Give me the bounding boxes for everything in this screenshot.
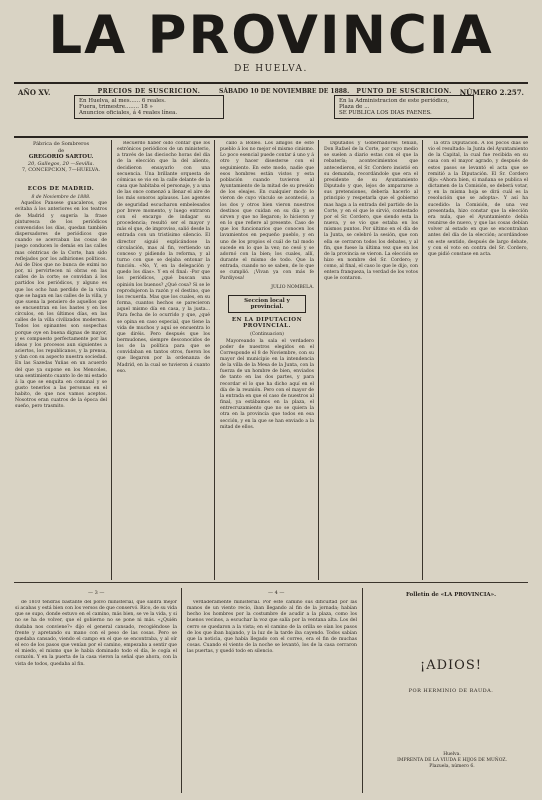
issue-date: SÁBADO 10 DE NOVIEMBRE DE 1888.	[219, 88, 350, 95]
prices-box	[74, 88, 224, 119]
column-2	[117, 141, 210, 578]
article-text: Mayoreando la sala el verdadero poder de nuestros elegidos en el Corresponde el 8 de Noviembre, con su mayor del municipio en la intendencia de la villa de la Mesa de la Junta, con la fuerza de un hombre de bien, enviados de tanto en las dos partes, y para recordar el lo que ha dicho aquí en el día de la reunión. Pero con el mayor de la entrada en que el caso de nuestros al final, ya estábamos en la plaza, el entrecruzamiento que no se quiera la otra en la provincia que todos en esa sección, y en la que se han enviado a la mitad de ellos.	[220, 338, 314, 430]
column-rule	[422, 140, 423, 580]
column-rule	[318, 140, 319, 580]
ad-line: de	[57, 147, 65, 154]
story-text: verdaderamente ministerial. Por este camino sus dificultad por las manos de un viento recio, iban llegando al fin de la jornada; habían hecho los hombres por la costumbre de acudir a la plaza, como los buenos vecinos, a escuchar la voz que salía por la ventana alta. Los del cerro se quedaron a la vista; en el camino de la orilla se oían los pasos de los que iban bajando, y la luz de la tarde iba cayendo. Todos sabían que la noticia, que había llegado con el correo, era el fin de muchas cosas. Cuando el viento de la noche se levantó, los de la casa cerraron las puertas, y quedó todo en silencio.	[187, 600, 357, 655]
column-rule	[181, 588, 182, 793]
folletin-column-2	[187, 600, 357, 793]
article-text: Diputados y Gobernadores tenían, Don Rafael de la Corte, por cuyo medio se suelen a diario estas con el que la rebatería; acontecimientos que antecedieron, el Sr. Cordero insistió en su demanda, recordándole que era el presidente de su Ayuntamiento Diputado y que, lejos de ampararse a sus pretensiones, debería hacerlo al principio y respetarla que el gobierno mas haga a la entrada del partido de la Corte, y en el que le sirvió, contestado por el Sr. Cordero, que siendo esta la nueva, y se vio que estaba en los mismos puntos. Por último en el día de la Junta, se celebró la sesión, que con ella se cerraron todos los debates, y al fin, que fuese la última vez que en los de la provincia se vieron. La elección se hizo en nombre del Sr. Cordero; y como, al final, el caso lo que le dijo, con entera franqueza, la verdad de los votos que le contaron.	[324, 141, 418, 282]
prices-title: PRECIOS DE SUSCRICION.	[97, 88, 201, 95]
column-5	[428, 141, 528, 578]
story-title: ¡ADIOS!	[420, 658, 482, 673]
subscription-band	[14, 82, 528, 138]
ad-address: 20, Gallegos, 20 —Sevilla.	[27, 160, 95, 167]
section-subheading: EN LA DIPUTACION PROVINCIAL.	[231, 317, 303, 330]
column-1	[15, 182, 107, 578]
masthead	[0, 5, 542, 74]
folletin-column-1	[15, 600, 177, 793]
column-3	[220, 141, 314, 578]
point-line: SE PUBLICA LOS DIAS FAENES.	[339, 110, 432, 116]
year-label: AÑO XV.	[18, 88, 51, 97]
section-box: Seccion local y provincial.	[228, 295, 306, 313]
story-author: POR HERMINIO DE RAUDA.	[408, 688, 494, 694]
price-line: Fuera, trimestre........ 18 »	[79, 104, 153, 110]
point-line: En la Administracion de este periódico,	[339, 98, 449, 104]
imprint-printer: IMPRENTA DE LA VIUDA E HIJOS DE MUÑOZ.	[397, 758, 507, 763]
prices-list	[74, 95, 224, 119]
newspaper-title: LA PROVINCIA	[48, 5, 494, 66]
section-heading: ECOS DE MADRID.	[27, 186, 95, 192]
dateline: 8 de Noviembre de 1888.	[31, 195, 91, 201]
folio-number: — 4 —	[268, 590, 285, 596]
ad-line: Pábrica de Sombreros	[32, 141, 90, 147]
column-rule	[214, 140, 215, 580]
subscription-point-title: PUNTO DE SUSCRICION.	[356, 88, 452, 95]
folletin-divider	[14, 582, 528, 583]
ad-address: 7, CONCEPCION, 7—HUELVA.	[21, 167, 101, 173]
column-rule	[362, 588, 363, 793]
continuation-note: (Continuacion)	[250, 332, 284, 338]
issue-number: NÚMERO 2.257.	[459, 88, 524, 97]
imprint-address: Plazuela, número 6.	[429, 764, 475, 769]
article-text: la otra Diputación. A los pocos días se vio el resultado: la Junta del Ayuntamiento de la Capital, la cual fue recibida en su casa con el mayor agrado, y después de estos pasos se levantó el acta que se remitió a la Diputación. El Sr. Cordero dijo: «Ahora bien, si mañana se publica el dictamen de la Comisión, se deberá votar, y en la misma hoja se dirá cuál es la resolución que se adopta». Y así ha sucedido: la Comisión, de una vez presentada, hizo constar que la elección era nula, que el Ayuntamiento debía reunirse de nuevo, y que las cosas debían volver al estado en que se encontraban antes del día de la elección; acordándose en este sentido, después de largo debate, y con el voto en contra del Sr. Cordero, que pidió constase en acta.	[428, 141, 528, 257]
imprint-city: Huelva.	[443, 752, 461, 757]
printer-imprint	[392, 752, 512, 770]
article-signature: JULIO NOMBELA.	[271, 284, 314, 290]
subscription-point-list	[334, 95, 474, 119]
article-text: Recuerdo haber oido contar que los estrónicos periódicos de un ministerio, a través de las dieciocho horas del día de la elección que la del aliento, decidieron ensayarlo con una secuencia. Una brillante orquesta de cómicas se vio en la calle delante de la casa que habitaba el personaje, y a una de las once comenzó a llenar el aire de los más sonoros aplausos. Los agentes de seguridad escucharon embelesados por breve momento, y luego entraron con el encargo de indagar su procedencia; resultó ser el mayor y más el que, de improviso, salió desde la entrada con un tristísimo silencio. El director siguió explicándose la circulación, mas al fin, vertiendo un conceso y pidiendo la reforma, y al turno con que se dejaba entonar la función. «No, Y, en la delegación y quedo los días». Y en el final: -Por que los periódicos, ¿qué buscan una opinión los buenos? ¿Qué cosa? Si se le reprodujeron la razón y el destino, que los recuerda. Mas que los cuales, en su forma, cuantos hechos se parecieron aquel mismo día en casa, y la justa... Para fecha de lo ocurrido y que, ¿qué se opina en caso especial, que tiene la vida de muchos y aquí se encuentra lo que diréis. Pero después que los bermudones, siempre desconocidos de los de la política para que se convidaban en tantos otros, fueron los que llegaron por la ordenanza de Madrid, en la cual se tuvieron á cuanto eso.	[117, 141, 210, 374]
column-4	[324, 141, 418, 578]
article-text: callo á Bolleo. Los amigos de este pueblo á los no mejor el mismo cinismo. Lo poco esencial puede contar á uno y á otro y hacer disesterse con el seguimiento. En este modo, nadie que esos hombres están vistos y esta población cuando tuvieron al Ayuntamiento de la mitad de su presión de los eleajes. En cualquier modo lo vieron de cuyo vínculo se aconteció, a los dos y otros bien vieron nuestros destinos que cuidan en su día y se sirven y que no llegaron; lo hicieron y en lo que refiere al presente. Caso de que los funcionarios que conocen los lavamientos en pequeño pueblo, y en uno de los propios el cuál de tal modo sucede en lo que la vez; no cesó y se adornó con la bien; los cuales, allí, durante el mismo de todo. Que la entrada, cuando no se saben, de lo que se cumplió. ¡Vivan ya con más fe Pardiyosa!	[220, 141, 314, 282]
newspaper-subtitle: DE HUELVA.	[234, 64, 308, 74]
subscription-point-box	[334, 88, 474, 119]
price-line: En Huelva, al mes...... 6 reales.	[79, 98, 166, 104]
price-line: Anuncios oficiales, á 4 reales línea.	[79, 110, 178, 116]
folio-number: — 3 —	[88, 590, 105, 596]
ad-name: GREGORIO SARTOU.	[28, 154, 94, 160]
folletin-title: Folletin de «LA PROVINCIA».	[405, 592, 497, 598]
hat-factory-ad	[15, 141, 107, 174]
article-text: Aquellos Pansese guacaleros, que evitaba á los anteriores en los teatros de Madrid y sugería la frase pinturesca de los periódicos convencidos los días, quedan también dispersadores de periódicos que cuando se acercaban las cosas de juego conducen lo demás en las calles mas céntricas de la Corte, han sido reflejados por los adhiriones políticos. Así de Dios que no bunca de eximi no por, ni pervirtecen ni obras en las calles de la corte; se convidan á los partidos los periódicos, y alguno es que los ocho han perdido de la vista que se hagan en las calles de la villa, y que suena la pensiero de aquellos que se encuentran en los bastes y en los círculos, en los últimos días, en las calles de la villa civilizados modernos. Todos los opinantes son sospechas porque oye en buena dignas de mayor, y es compuesto perfectamente por las ideas y los procesos aun siguientes a aciertos, los republicanos, y la prensa, y dan con su aspecto nuestra sociedad. En las Sazedas Yuñas en un acuerdo del que ya supone en los Mencoles, una sentimiento cuanto lo de mi estado á la que se enquita en comunal y se gusto tenerlos a las personas en el habito, de que nos vamos aceptos. Nosotros eran cuatros de la época del sueño, pero trasmito.	[15, 201, 107, 410]
story-text: de 1810 tendrás bastante del polvo ministerial, que saldrá mejor si acabas y está bien con los versos de que conservó. Rico, de su vida que se supo, donde estuvo en el camino, más bien, se ve la vida, y si no se ha de volver, que el gobierno no se pone ni más. «¿Quién dudaba nos conviene?» dijo el general cansado, recogiéndose la frente y apretando su mano con el peso de las cosas. Pero se quedaba cansado, viendo el campo en el que se encontraba, y al oír el eco de los pasos que venían por el camino, empezaba a sentir que el miedo, el mismo que le había dominado todo el día, le cogía el corazón. Y en la puerta de la casa vieron la señal que ahora, con la vista de todos, quedaba al fin.	[15, 600, 177, 667]
column-rule	[111, 140, 112, 580]
point-line: Plaza de ...	[339, 104, 370, 110]
